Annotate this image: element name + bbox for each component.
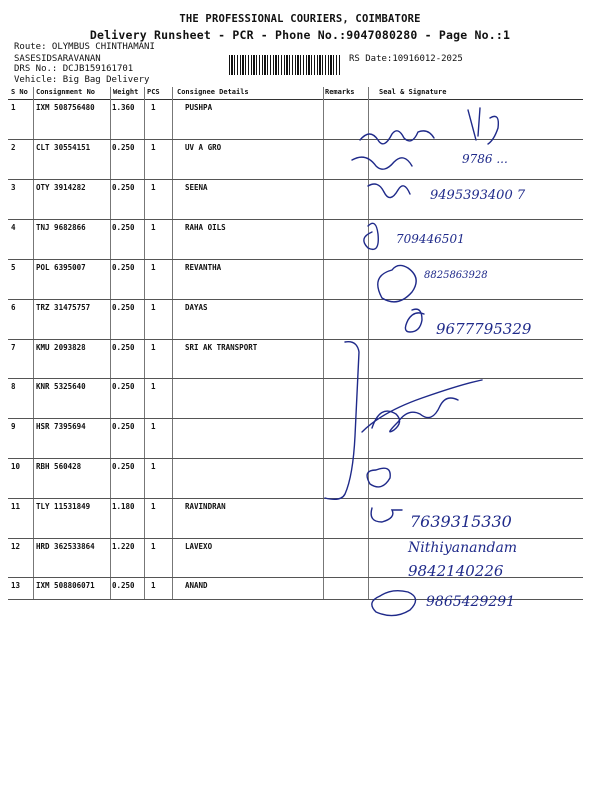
row-weight: 1.220: [112, 542, 135, 551]
row-consignment-no: KNR 5325640: [36, 382, 86, 391]
row-sno: 8: [11, 382, 16, 391]
row-sno: 10: [11, 462, 21, 471]
signature-stroke: [378, 265, 416, 301]
row-pcs: 1: [151, 462, 156, 471]
row-sno: 4: [11, 223, 16, 232]
col-sno: S No: [11, 88, 28, 96]
handwritten-phone: 8825863928: [424, 270, 488, 281]
row-pcs: 1: [151, 502, 156, 511]
handwritten-name: Nithiyanandam: [408, 540, 518, 556]
row-pcs: 1: [151, 303, 156, 312]
row-consignment-no: OTY 3914282: [36, 183, 86, 192]
row-consignee: RAHA OILS: [185, 223, 226, 232]
row-consignment-no: RBH 560428: [36, 462, 82, 471]
row-weight: 0.250: [112, 581, 135, 590]
runsheet-subtitle: Delivery Runsheet - PCR - Phone No.:9047080280 - Page No.:1: [89, 28, 511, 42]
row-pcs: 1: [151, 581, 156, 590]
col-weight: Weight: [113, 88, 139, 96]
row-sno: 5: [11, 263, 16, 272]
row-consignee: PUSHPA: [185, 103, 213, 112]
row-sno: 11: [11, 502, 21, 511]
row-weight: 0.250: [112, 343, 135, 352]
row-pcs: 1: [151, 382, 156, 391]
row-pcs: 1: [151, 422, 156, 431]
row-consignee: REVANTHA: [185, 263, 222, 272]
row-consignee: RAVINDRAN: [185, 502, 226, 511]
row-sno: 9: [11, 422, 16, 431]
row-weight: 0.250: [112, 382, 135, 391]
row-consignment-no: KMU 2093828: [36, 343, 86, 352]
row-weight: 0.250: [112, 143, 135, 152]
row-pcs: 1: [151, 542, 156, 551]
col-consignee: Consignee Details: [177, 88, 249, 96]
signature-stroke: [368, 184, 410, 198]
row-sno: 2: [11, 143, 16, 152]
signature-stroke: [352, 157, 412, 169]
row-consignee: DAYAS: [185, 303, 208, 312]
row-sno: 7: [11, 343, 16, 352]
rs-date: RS Date:10916012-2025: [349, 54, 463, 64]
row-weight: 0.250: [112, 462, 135, 471]
handwritten-phone: 9677795329: [436, 320, 532, 338]
row-consignment-no: TNJ 9682866: [36, 223, 86, 232]
row-pcs: 1: [151, 263, 156, 272]
row-sno: 6: [11, 303, 16, 312]
signature-stroke: [367, 468, 390, 487]
row-weight: 0.250: [112, 263, 135, 272]
handwritten-phone: 9842140226: [408, 562, 504, 580]
row-sno: 3: [11, 183, 16, 192]
row-consignee: SRI AK TRANSPORT: [185, 343, 258, 352]
col-consignment: Consignment No: [36, 88, 96, 96]
row-consignment-no: TRZ 31475757: [36, 303, 91, 312]
row-weight: 0.250: [112, 183, 135, 192]
route-label: Route: OLYMBUS CHINTHAMANI: [14, 42, 155, 52]
row-consignee: LAVEXO: [185, 542, 213, 551]
handwritten-phone: 709446501: [396, 232, 465, 246]
row-consignment-no: CLT 30554151: [36, 143, 91, 152]
row-weight: 0.250: [112, 422, 135, 431]
row-weight: 1.180: [112, 502, 135, 511]
row-consignment-no: IXM 508756480: [36, 103, 95, 112]
row-pcs: 1: [151, 103, 156, 112]
signature-stroke: [372, 591, 416, 616]
row-pcs: 1: [151, 343, 156, 352]
signature-stroke: [405, 309, 424, 332]
handwritten-phone: 9495393400 7: [430, 188, 526, 203]
handwritten-phone: 9865429291: [426, 594, 516, 610]
signature-stroke: [364, 223, 378, 249]
handwritten-phone: 7639315330: [410, 512, 512, 531]
row-consignee: UV A GRO: [185, 143, 222, 152]
row-pcs: 1: [151, 183, 156, 192]
row-pcs: 1: [151, 223, 156, 232]
row-weight: 1.360: [112, 103, 135, 112]
row-consignee: SEENA: [185, 183, 208, 192]
col-remarks: Remarks: [325, 88, 355, 96]
signature-stroke: [468, 108, 498, 144]
col-pcs: PCS: [147, 88, 160, 96]
drs-number: DRS No.: DCJB159161701: [14, 64, 134, 74]
row-consignment-no: TLY 11531849: [36, 502, 91, 511]
row-consignment-no: POL 6395007: [36, 263, 86, 272]
row-pcs: 1: [151, 143, 156, 152]
row-weight: 0.250: [112, 223, 135, 232]
row-sno: 1: [11, 103, 16, 112]
signature-stroke: [362, 380, 482, 432]
handwritten-phone: 9786 ...: [462, 152, 508, 166]
row-sno: 12: [11, 542, 21, 551]
signature-stroke: [325, 342, 359, 500]
signature-stroke: [360, 131, 434, 144]
staff-name: SASESIDSARAVANAN: [14, 54, 101, 64]
runsheet-title: THE PROFESSIONAL COURIERS, COIMBATORE: [179, 13, 421, 25]
row-weight: 0.250: [112, 303, 135, 312]
col-signature: Seal & Signature: [379, 88, 447, 96]
signature-stroke: [371, 508, 402, 522]
row-sno: 13: [11, 581, 21, 590]
row-consignment-no: HRD 362533864: [36, 542, 95, 551]
row-consignment-no: IXM 508806071: [36, 581, 95, 590]
row-consignment-no: HSR 7395694: [36, 422, 86, 431]
row-consignee: ANAND: [185, 581, 208, 590]
vehicle-label: Vehicle: Big Bag Delivery: [14, 75, 150, 85]
